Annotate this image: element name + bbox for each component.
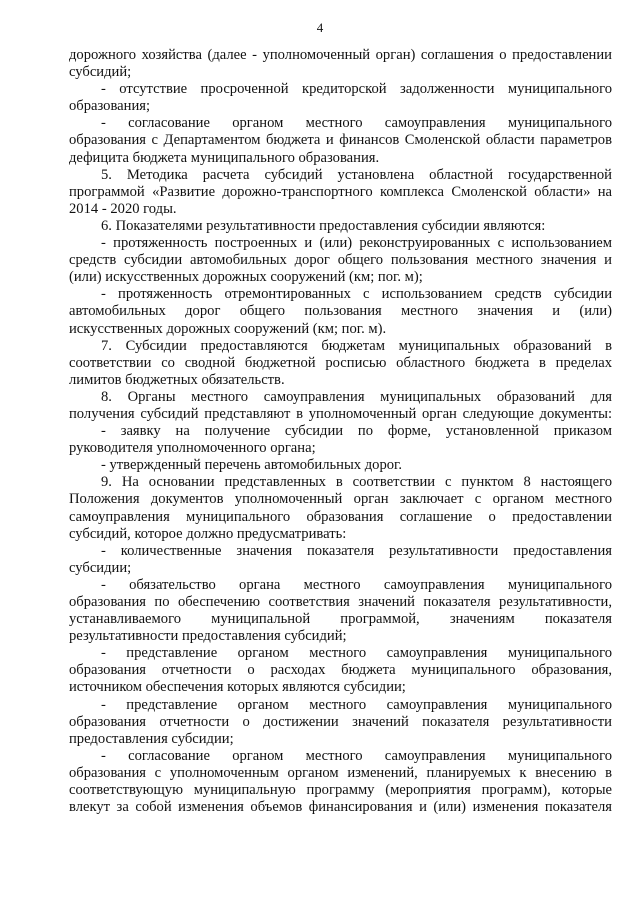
text-line: образования по обеспечению соответствия значений показателя результативности, [69,594,612,610]
text-line: - представление органом местного самоуправления муниципального [101,696,612,713]
text-line: дорожного хозяйства (далее - уполномоченный орган) соглашения о предоставлении [69,47,612,63]
text-line: программой «Развитие дорожно-транспортного комплекса Смоленской области» на [69,183,612,200]
text-line: - представление органом местного самоуправления муниципального [101,645,612,662]
text-line: соответствующую муниципальную программу (мероприятия программ), которые [69,782,612,799]
text-line: 5. Методика расчета субсидий установлена областной государственной [101,166,612,183]
text-line: получения субсидий представляют в уполномоченный орган следующие документы: [69,405,612,422]
text-line: соответствии со сводной бюджетной росписью областного бюджета в пределах [69,354,612,371]
text-line: образования с уполномоченным органом изменений, планируемых к внесению в [69,764,612,781]
text-line: - количественные значения показателя результативности предоставления [101,542,612,559]
text-line: автомобильных дорог общего пользования местного значения и (или) [69,303,612,320]
text-line: - протяженность построенных и (или) реконструированных с использованием [101,235,612,252]
text-line: - согласование органом местного самоуправления муниципального [101,115,612,132]
text-line: 2014 - 2020 годы. [69,200,177,217]
text-line: субсидии; [69,559,132,576]
text-line: - утвержденный перечень автомобильных дорог. [101,457,403,474]
text-line: 7. Субсидии предоставляются бюджетам муниципальных образований в [101,337,612,354]
text-line: образования с Департаментом бюджета и финансов Смоленской области параметров [69,132,612,149]
text-line: образования отчетности о достижении значений показателя результативности [69,713,612,730]
text-line: влекут за собой изменения объемов финансирования и (или) изменения показателя [69,799,612,816]
page-number: 4 [316,20,324,35]
text-line: образования отчетности о расходах бюджета муниципального образования, [69,662,612,679]
text-line: (или) искусственных дорожных сооружений (км; пог. м); [69,269,423,286]
text-line: 8. Органы местного самоуправления муниципальных образований для [101,388,612,405]
text-line: субсидий, которое должно предусматривать: [69,525,347,542]
text-line: устанавливаемого муниципальной программой, значениям показателя [69,611,612,628]
text-line: 6. Показателями результативности предоставления субсидии являются: [101,217,546,234]
text-line: образования; [69,98,151,115]
text-line: руководителя уполномоченного органа; [69,440,316,457]
text-line: результативности предоставления субсидий; [69,628,347,645]
text-line: искусственных дорожных сооружений (км; пог. м). [69,320,387,337]
text-line: - заявку на получение субсидии по форме, установленной приказом [101,423,612,440]
text-line: самоуправления муниципального образования соглашение о предоставлении [69,508,612,525]
text-line: средств субсидии автомобильных дорог общего пользования местного значения и [69,252,612,269]
text-line: - обязательство органа местного самоуправления муниципального [101,576,612,593]
text-line: 9. На основании представленных в соответствии с пунктом 8 настоящего [101,474,612,491]
document-body [69,47,612,816]
text-line: - протяженность отремонтированных с использованием средств субсидии [101,286,612,303]
text-line: предоставления субсидии; [69,730,234,747]
text-line: лимитов бюджетных обязательств. [69,371,285,388]
text-line: - согласование органом местного самоуправления муниципального [101,747,612,764]
text-line: - отсутствие просроченной кредиторской задолженности муниципального [101,81,612,98]
text-line: источником обеспечения которых являются субсидии; [69,679,406,696]
text-line: субсидий; [69,64,132,81]
text-line: дефицита бюджета муниципального образования. [69,149,380,166]
text-line: Положения документов уполномоченный орган заключает с органом местного [69,491,612,508]
